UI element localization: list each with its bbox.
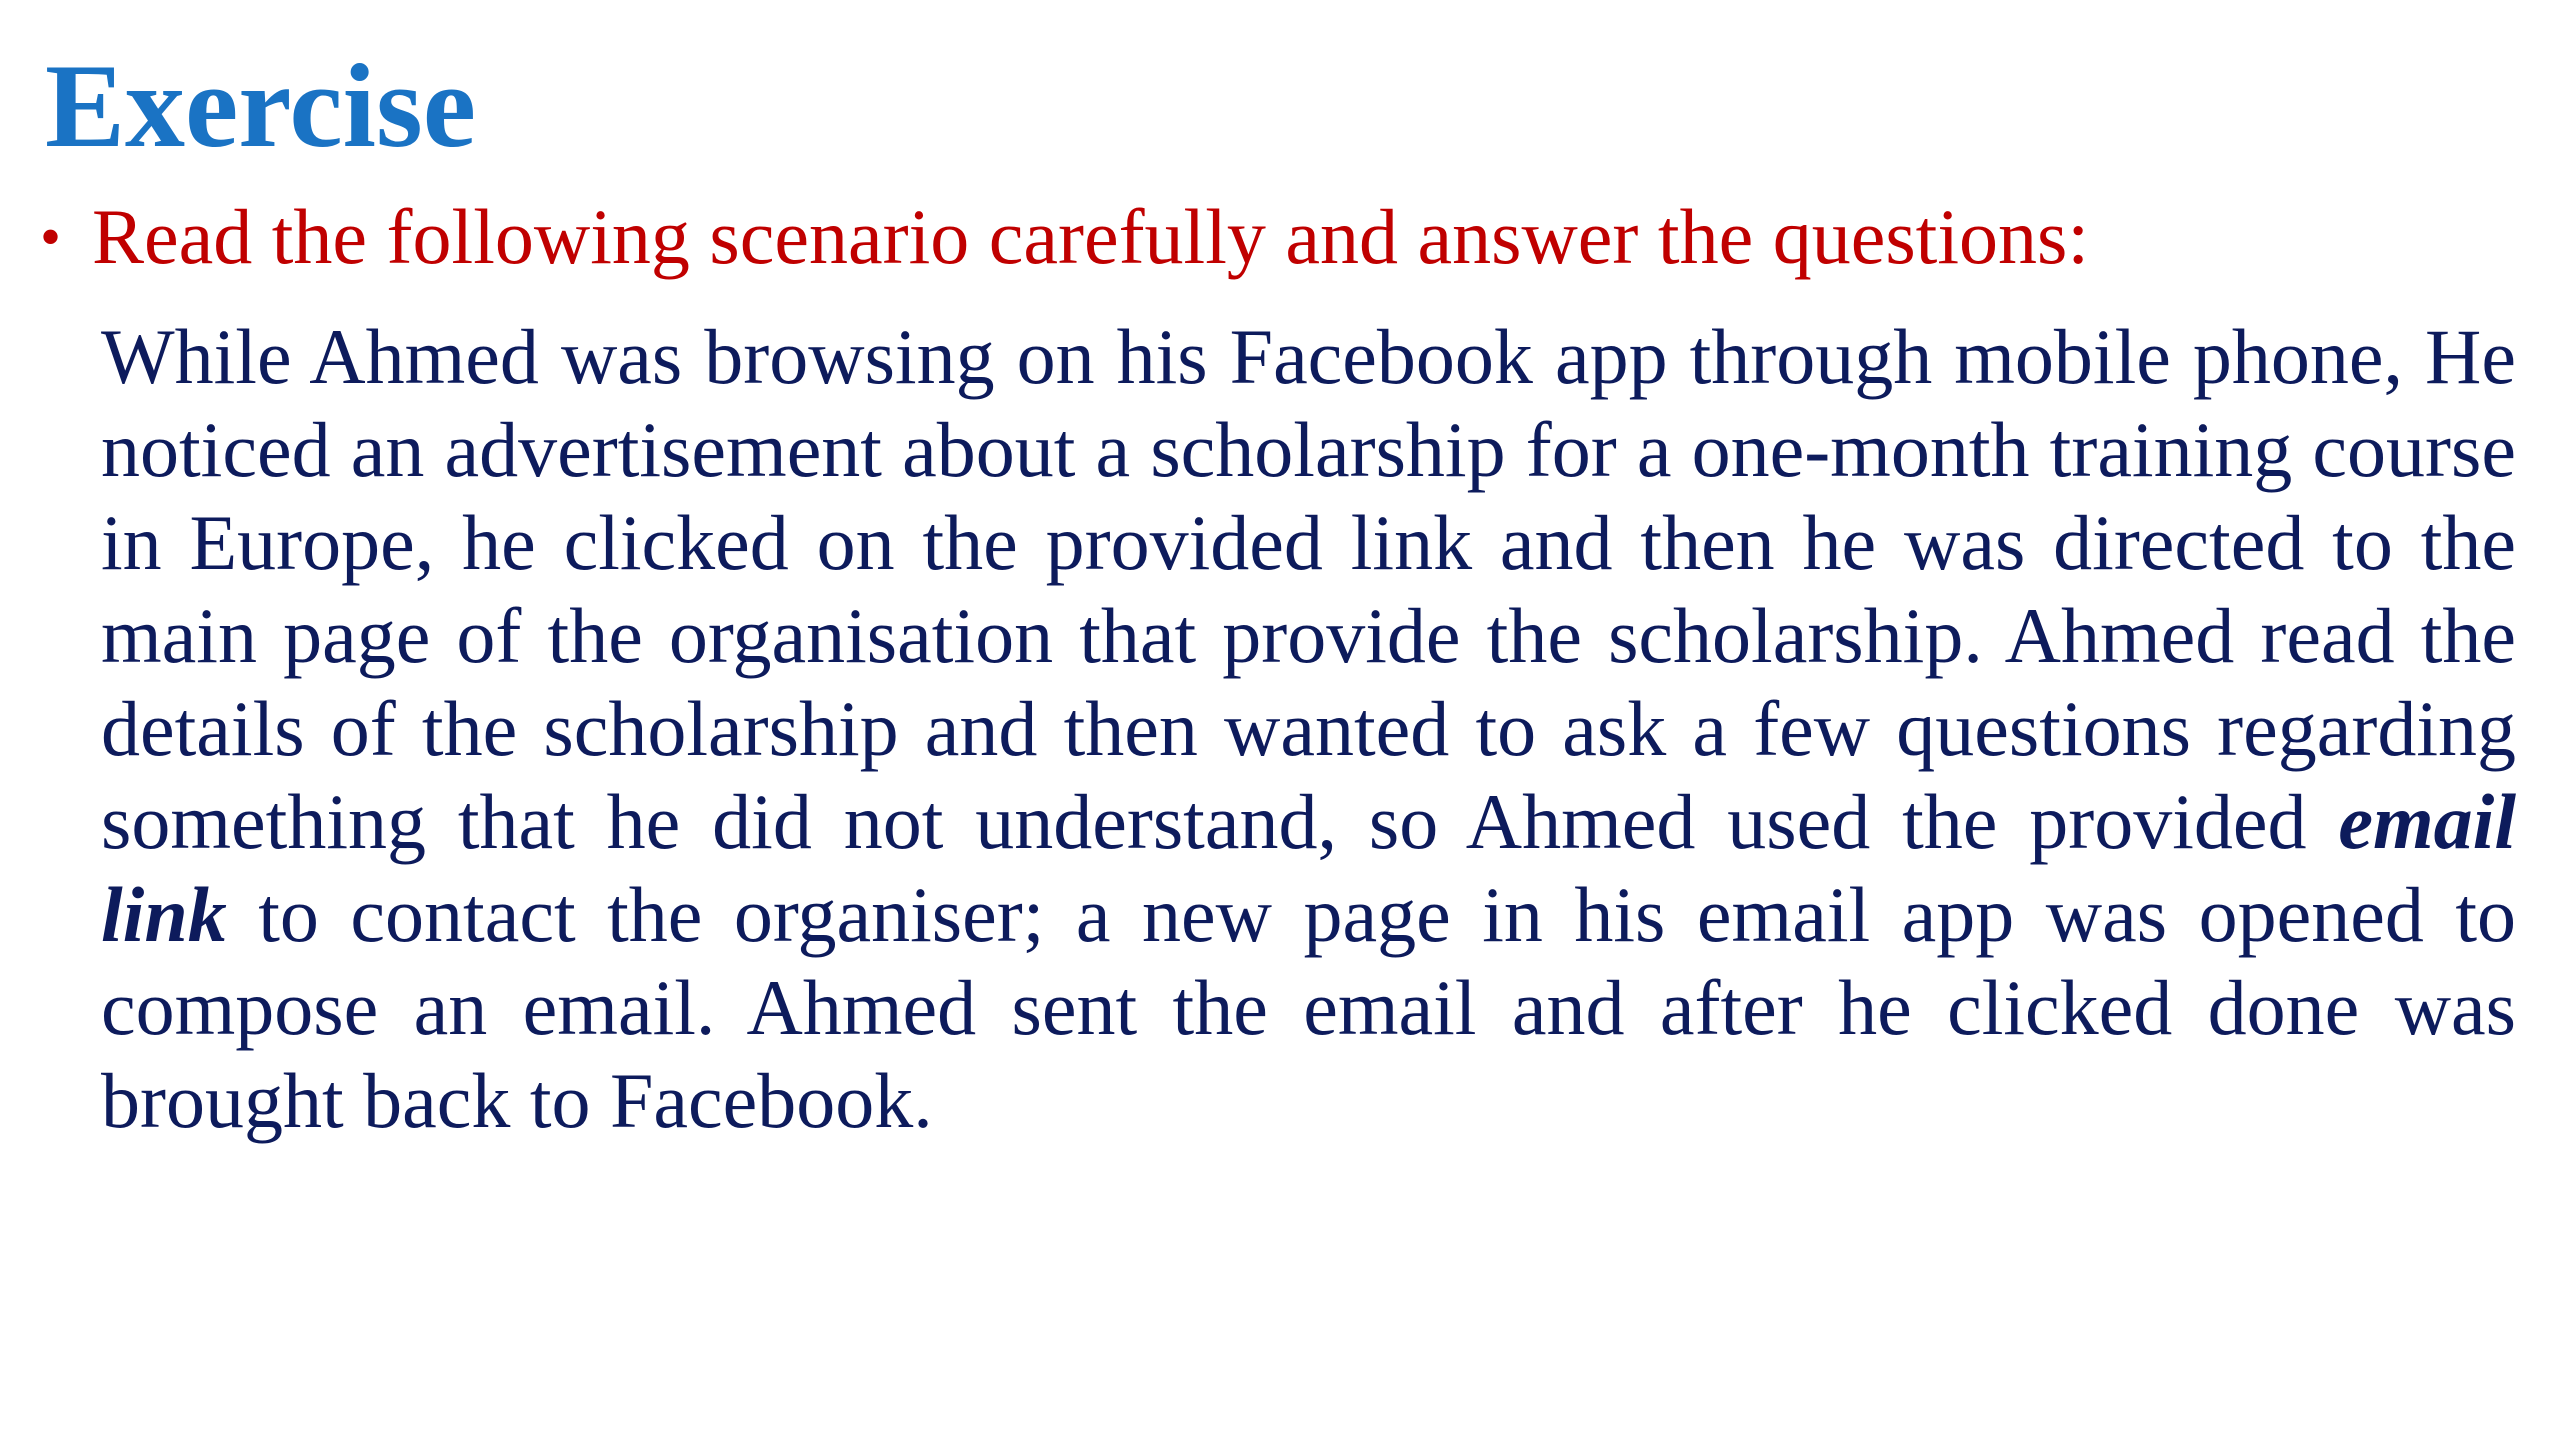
scenario-text-part1: While Ahmed was browsing on his Facebook app through mobile phone, He noticed an advertisement about a scholarship for a one-month training course in Europe, he clicked on the provided link and then he was directed to the main page of the organisation that provide the scholarship. Ahmed read the details of the scholarship and then wanted to ask a few questions regarding something that he did not understand, so Ahmed used the provided xyxy=(101,313,2516,865)
instruction-text: Read the following scenario carefully and answer the questions: xyxy=(92,193,2090,280)
scenario-paragraph xyxy=(101,310,2516,1147)
bullet-icon: • xyxy=(40,204,62,270)
scenario-text-part2: to contact the organiser; a new page in his email app was opened to compose an email. Ahmed sent the email and after he clicked done was brought back to Facebook. xyxy=(101,871,2516,1144)
slide-title: Exercise xyxy=(45,39,476,172)
instruction-bullet xyxy=(40,190,2480,284)
scenario-emphasis: email link xyxy=(101,778,2516,958)
